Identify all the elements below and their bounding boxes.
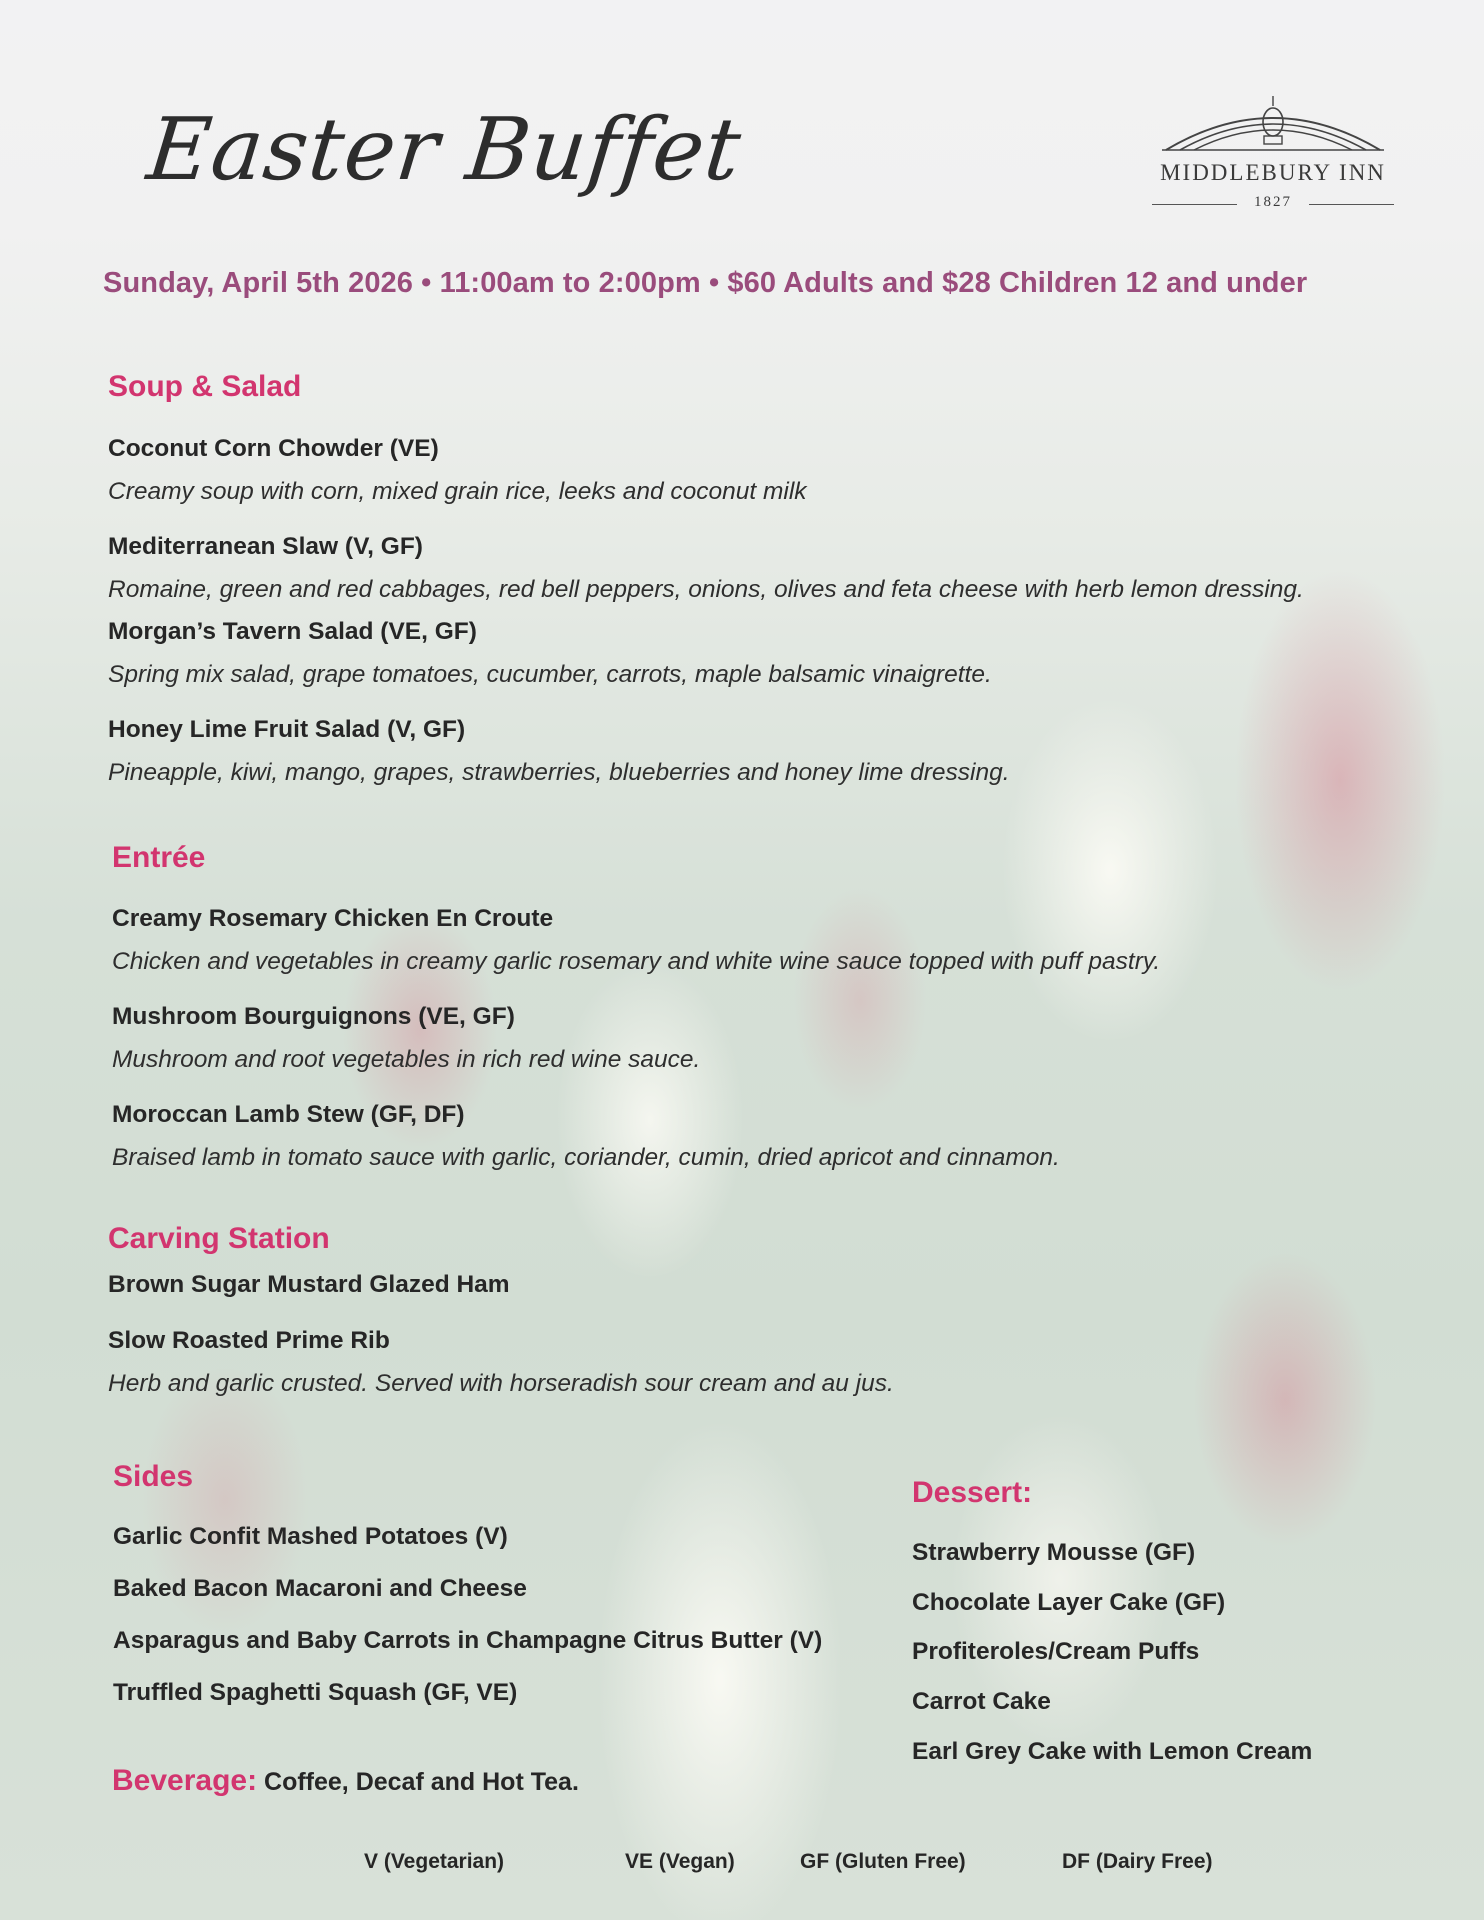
menu-item-name: Honey Lime Fruit Salad (V, GF) [108,716,466,743]
menu-item-name: Brown Sugar Mustard Glazed Ham [108,1271,510,1298]
side-item: Garlic Confit Mashed Potatoes (V) [113,1523,508,1550]
beverage-line [112,1764,579,1798]
section-heading-soup-salad: Soup & Salad [108,370,302,403]
section-heading-carving-station: Carving Station [108,1222,330,1255]
beverage-label: Beverage: [112,1764,258,1797]
menu-title [142,100,747,200]
section-heading-sides: Sides [113,1460,194,1493]
event-details: Sunday, April 5th 2026 • 11:00am to 2:00pm • $60 Adults and $28 Children 12 and under [103,267,1308,299]
side-item: Asparagus and Baby Carrots in Champagne Citrus Butter (V) [113,1627,823,1654]
logo-year: 1827 [1254,194,1292,210]
dessert-item: Earl Grey Cake with Lemon Cream [912,1738,1313,1765]
side-item: Baked Bacon Macaroni and Cheese [113,1575,527,1602]
beverage-text: Coffee, Decaf and Hot Tea. [257,1768,579,1796]
dietary-key-dairy-free: DF (Dairy Free) [1062,1850,1213,1873]
dietary-key-vegan: VE (Vegan) [625,1850,735,1873]
logo-name: MIDDLEBURY INN [1160,160,1386,185]
menu-item-name: Slow Roasted Prime Rib [108,1327,390,1354]
dessert-item: Strawberry Mousse (GF) [912,1539,1196,1566]
menu-item-name: Mushroom Bourguignons (VE, GF) [112,1003,515,1030]
menu-item-description: Spring mix salad, grape tomatoes, cucumber, carrots, maple balsamic vinaigrette. [108,661,992,688]
menu-item-name: Creamy Rosemary Chicken En Croute [112,905,554,932]
menu-item-description: Creamy soup with corn, mixed grain rice, leeks and coconut milk [108,478,807,505]
menu-item-description: Herb and garlic crusted. Served with horseradish sour cream and au jus. [108,1370,894,1397]
menu-item-name: Moroccan Lamb Stew (GF, DF) [112,1101,465,1128]
menu-item-description: Mushroom and root vegetables in rich red wine sauce. [112,1046,701,1073]
dietary-key-gluten-free: GF (Gluten Free) [800,1850,966,1873]
section-heading-entree: Entrée [112,841,206,874]
menu-item-description: Braised lamb in tomato sauce with garlic, coriander, cumin, dried apricot and cinnamon. [112,1144,1060,1171]
arch-emblem-icon [1158,92,1388,154]
menu-title-text: Easter Buffet [142,100,747,200]
middlebury-inn-logo [1148,92,1398,222]
menu-item-name: Coconut Corn Chowder (VE) [108,435,439,462]
dessert-item: Profiteroles/Cream Puffs [912,1638,1200,1665]
dessert-item: Carrot Cake [912,1688,1051,1715]
dietary-key-vegetarian: V (Vegetarian) [364,1850,505,1873]
menu-item-name: Morgan’s Tavern Salad (VE, GF) [108,618,477,645]
menu-item-description: Pineapple, kiwi, mango, grapes, strawberries, blueberries and honey lime dressing. [108,759,1010,786]
menu-item-name: Mediterranean Slaw (V, GF) [108,533,423,560]
side-item: Truffled Spaghetti Squash (GF, VE) [113,1679,518,1706]
menu-item-description: Chicken and vegetables in creamy garlic rosemary and white wine sauce topped with puff pastry. [112,948,1161,975]
dessert-item: Chocolate Layer Cake (GF) [912,1589,1226,1616]
menu-item-description: Romaine, green and red cabbages, red bell peppers, onions, olives and feta cheese with herb lemon dressing. [108,576,1304,603]
section-heading-dessert: Dessert: [912,1476,1033,1509]
